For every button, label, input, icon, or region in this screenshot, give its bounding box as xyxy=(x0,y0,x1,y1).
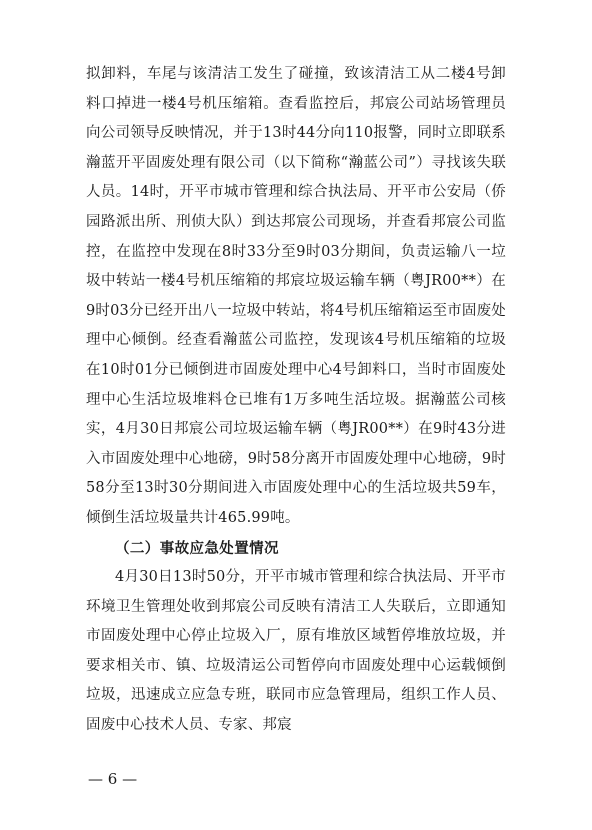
paragraph-continuation: 拟卸料，车尾与该清洁工发生了碰撞，致该清洁工从二楼4号卸料口掉进一楼4号机压缩箱。查看监控后，邦宸公司站场管理员向公司领导反映情况，并于13时44分向110报警，同时立即联系瀚蓝开平固废处理有限公司（以下简称“瀚蓝公司”）寻找该失联人员。14时，开平市城市管理和综合执法局、开平市公安局（侨园路派出所、刑侦大队）到达邦宸公司现场，并查看邦宸公司监控，在监控中发现在8时33分至9时03分期间，负责运输八一垃圾中转站一楼4号机压缩箱的邦宸垃圾运输车辆（粤JR00**）在9时03分已经开出八一垃圾中转站，将4号机压缩箱运至市固废处理中心倾倒。经查看瀚蓝公司监控，发现该4号机压缩箱的垃圾在10时01分已倾倒进市固废处理中心4号卸料口，当时市固废处理中心生活垃圾堆料仓已堆有1万多吨生活垃圾。据瀚蓝公司核实，4月30日邦宸公司垃圾运输车辆（粤JR00**）在9时43分进入市固废处理中心地磅，9时58分离开市固废处理中心地磅，9时58分至13时30分期间进入市固废处理中心的生活垃圾共59车，倾倒生活垃圾量共计465.99吨。 xyxy=(86,66,506,526)
paragraph-emergency-response: 4月30日13时50分，开平市城市管理和综合执法局、开平市环境卫生管理处收到邦宸公司反映有清洁工人失联后，立即通知市固废处理中心停止垃圾入厂，原有堆放区域暂停堆放垃圾，并要求相关市、镇、垃圾清运公司暂停向市固废处理中心运载倾倒垃圾，迅速成立应急专班，联同市应急管理局，组织工作人员、固废中心技术人员、专家、邦宸 xyxy=(86,569,506,734)
page-number: — 6 — xyxy=(88,770,138,788)
section-heading: （二）事故应急处置情况 xyxy=(115,539,279,557)
document-body xyxy=(86,60,506,741)
